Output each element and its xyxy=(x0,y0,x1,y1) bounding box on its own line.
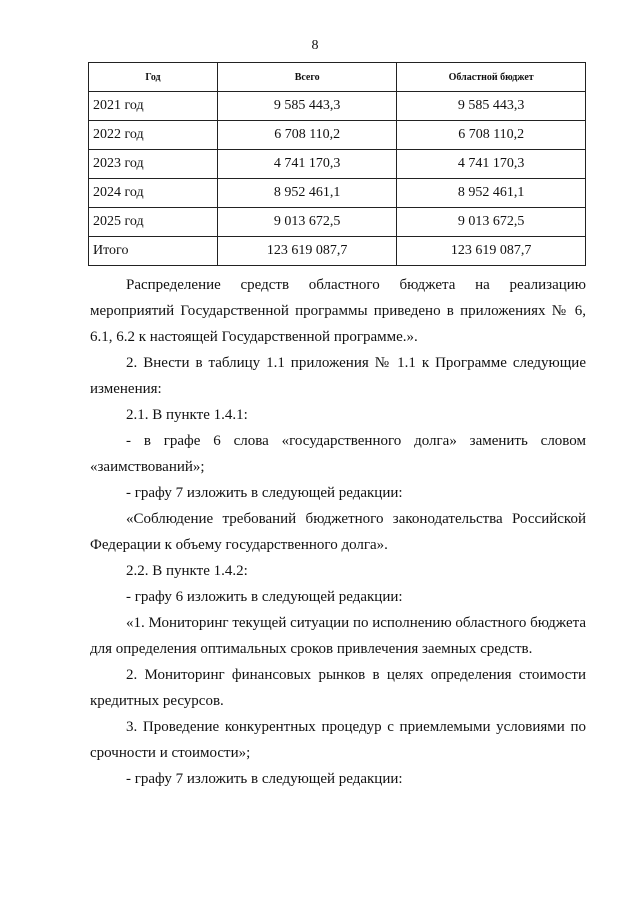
cell-year: 2021 год xyxy=(89,92,218,121)
cell-regional: 4 741 170,3 xyxy=(397,150,586,179)
cell-regional: 9 585 443,3 xyxy=(397,92,586,121)
cell-year: 2022 год xyxy=(89,121,218,150)
paragraph-item-2-1: 2.1. В пункте 1.4.1: xyxy=(126,407,248,423)
paragraph-column-6-change: - в графе 6 слова «государственного долга» заменить словом «заимствований»; xyxy=(90,433,586,475)
header-total: Всего xyxy=(218,63,397,92)
cell-total: 9 585 443,3 xyxy=(218,92,397,121)
table-header-row xyxy=(89,63,586,92)
paragraph-monitoring-budget: «1. Мониторинг текущей ситуации по исполнению областного бюджета для определения оптимальных сроков привлечения заемных средств. xyxy=(90,615,587,657)
paragraph-item-2-2: 2.2. В пункте 1.4.2: xyxy=(126,563,248,579)
cell-regional: 123 619 087,7 xyxy=(397,237,586,266)
cell-regional: 6 708 110,2 xyxy=(397,121,586,150)
paragraph-monitoring-markets: 2. Мониторинг финансовых рынков в целях определения стоимости кредитных ресурсов. xyxy=(90,667,586,709)
paragraph-distribution: Распределение средств областного бюджета на реализацию мероприятий Государственной программы приведено в приложениях № 6, 6.1, 6.2 к настоящей Государственной программе.». xyxy=(90,277,586,345)
paragraph-column-6-heading: - графу 6 изложить в следующей редакции: xyxy=(126,589,403,605)
cell-total: 9 013 672,5 xyxy=(218,208,397,237)
table-row xyxy=(89,150,586,179)
paragraph-item-2: 2. Внести в таблицу 1.1 приложения № 1.1 к Программе следующие изменения: xyxy=(90,355,586,397)
cell-regional: 8 952 461,1 xyxy=(397,179,586,208)
header-year: Год xyxy=(89,63,218,92)
paragraph-column-7-heading-2: - графу 7 изложить в следующей редакции: xyxy=(126,771,403,787)
table-row xyxy=(89,92,586,121)
cell-regional: 9 013 672,5 xyxy=(397,208,586,237)
header-regional-budget: Областной бюджет xyxy=(397,63,586,92)
cell-year: 2025 год xyxy=(89,208,218,237)
cell-total: 123 619 087,7 xyxy=(218,237,397,266)
paragraph-competitive-procedures: 3. Проведение конкурентных процедур с приемлемыми условиями по срочности и стоимости»; xyxy=(90,719,586,761)
table-row xyxy=(89,121,586,150)
table-total-row xyxy=(89,237,586,266)
cell-total: 8 952 461,1 xyxy=(218,179,397,208)
cell-year: 2024 год xyxy=(89,179,218,208)
table-row xyxy=(89,179,586,208)
budget-table xyxy=(88,62,586,266)
paragraph-column-7-heading: - графу 7 изложить в следующей редакции: xyxy=(126,485,403,501)
page-number: 8 xyxy=(311,38,319,53)
table-row xyxy=(89,208,586,237)
cell-total: 4 741 170,3 xyxy=(218,150,397,179)
cell-year: Итого xyxy=(89,237,218,266)
paragraph-quote-compliance: «Соблюдение требований бюджетного законодательства Российской Федерации к объему государственного долга». xyxy=(90,511,586,553)
document-body xyxy=(90,272,586,792)
cell-total: 6 708 110,2 xyxy=(218,121,397,150)
cell-year: 2023 год xyxy=(89,150,218,179)
